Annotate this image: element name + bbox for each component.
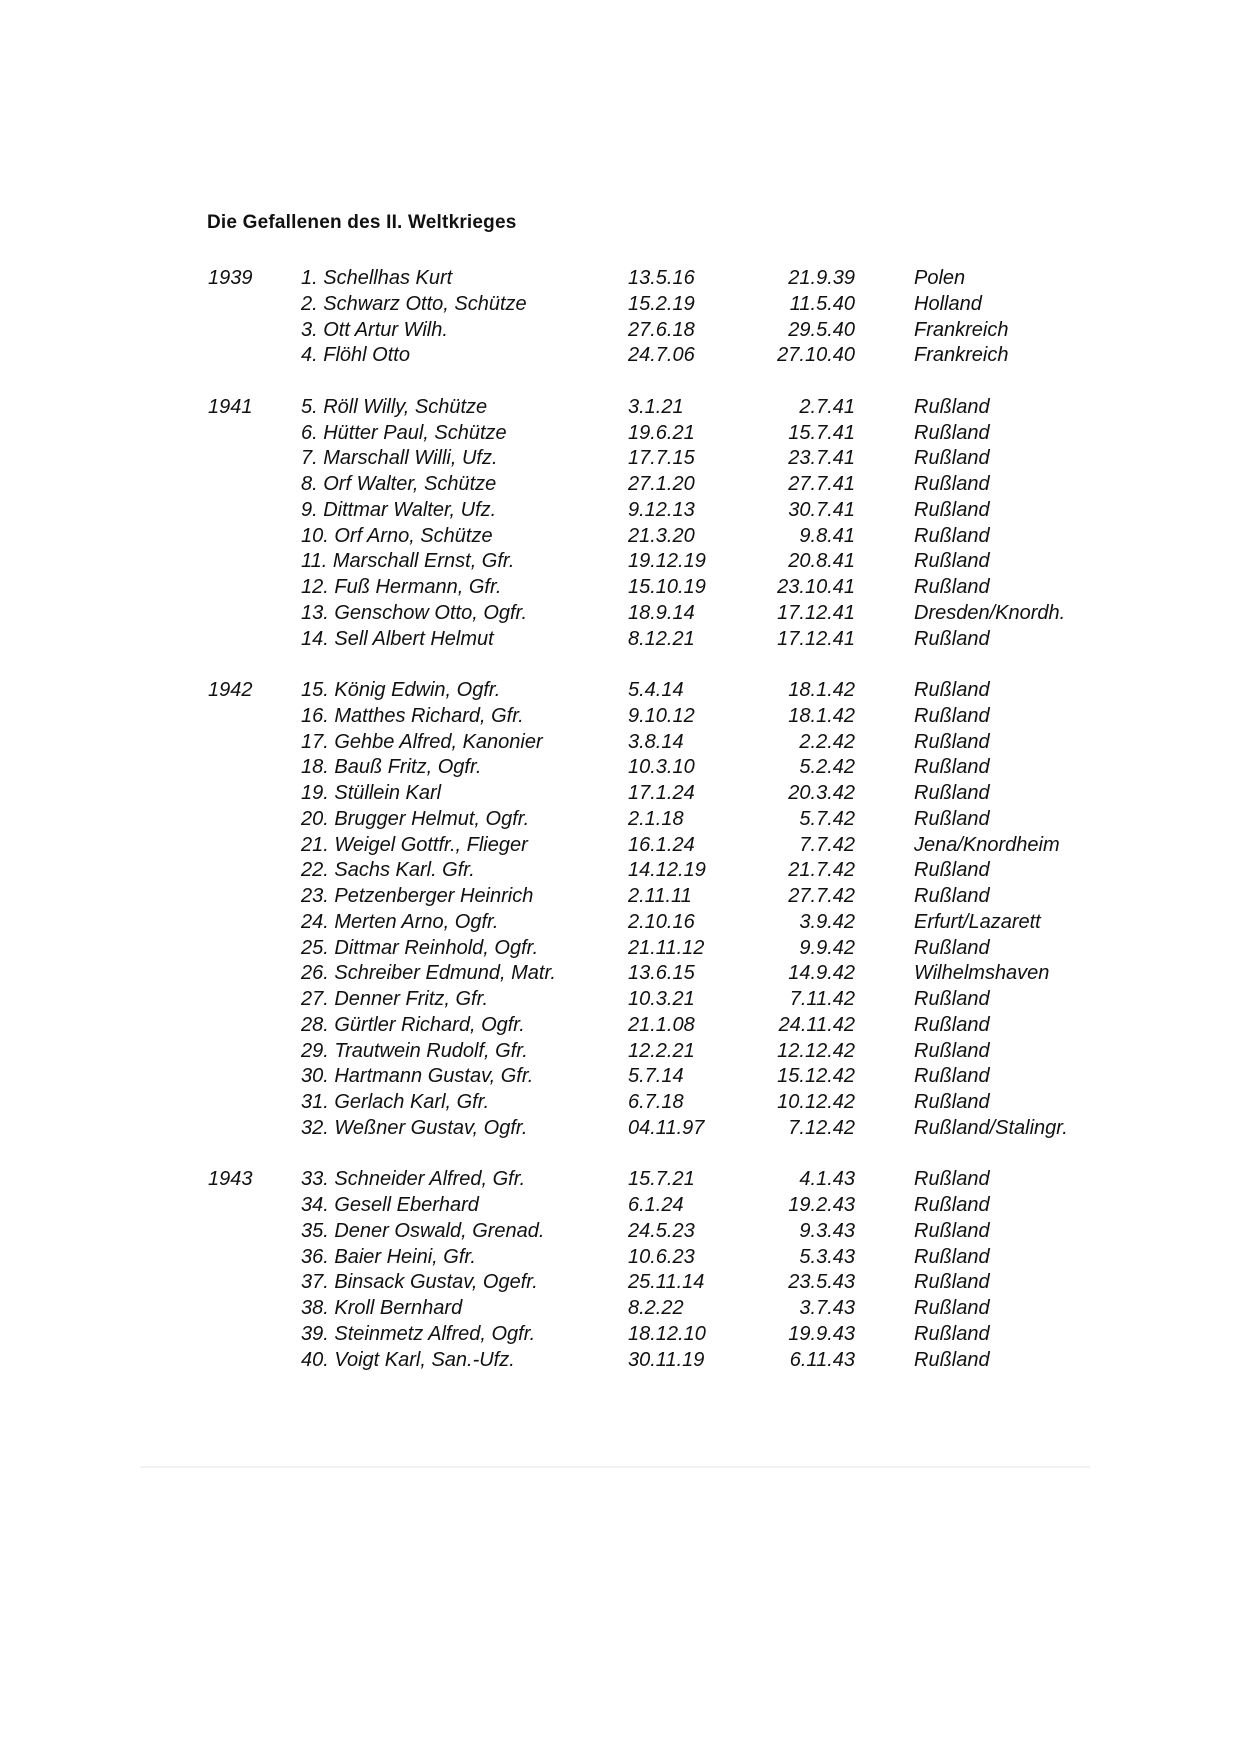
soldier-name: 3. Ott Artur Wilh. [301,319,448,341]
death-date: 18.1.42 [788,705,855,727]
death-date: 20.8.41 [788,550,855,572]
death-date: 6.11.43 [789,1349,855,1371]
birth-date: 19.12.19 [628,550,706,572]
soldier-name: 5. Röll Willy, Schütze [301,396,488,418]
death-date: 11.5.40 [789,293,855,315]
death-date: 3.7.43 [799,1297,855,1319]
birth-date: 15.7.21 [628,1168,695,1190]
death-place: Rußland [914,422,990,444]
birth-date: 24.7.06 [628,344,695,366]
list-item [0,935,1241,961]
death-place: Frankreich [914,344,1009,366]
page-title: Die Gefallenen des II. Weltkrieges [207,212,517,233]
death-place: Rußland [914,1040,990,1062]
soldier-name: 8. Orf Walter, Schütze [301,473,497,495]
death-place: Rußland [914,1220,990,1242]
soldier-name: 15. König Edwin, Ogfr. [301,679,501,701]
soldier-name: 40. Voigt Karl, San.-Ufz. [301,1349,515,1371]
list-item [0,523,1241,549]
birth-date: 12.2.21 [628,1040,695,1062]
death-date: 17.12.41 [777,628,855,650]
soldier-name: 17. Gehbe Alfred, Kanonier [301,731,543,753]
death-place: Erfurt/Lazarett [914,911,1041,933]
death-place: Rußland [914,473,990,495]
list-item [0,471,1241,497]
soldier-name: 34. Gesell Eberhard [301,1194,479,1216]
death-date: 3.9.42 [799,911,855,933]
birth-date: 21.11.12 [628,937,705,959]
list-item [0,1192,1241,1218]
soldier-name: 22. Sachs Karl. Gfr. [301,859,475,881]
death-place: Rußland [914,756,990,778]
death-date: 30.7.41 [788,499,855,521]
year-label: 1939 [208,267,253,289]
birth-date: 30.11.19 [628,1349,705,1371]
death-date: 18.1.42 [788,679,855,701]
list-item [0,857,1241,883]
birth-date: 2.11.11 [628,885,692,907]
death-place: Rußland [914,679,990,701]
death-place: Rußland [914,1014,990,1036]
death-place: Rußland [914,576,990,598]
death-date: 23.7.41 [788,447,855,469]
soldier-name: 33. Schneider Alfred, Gfr. [301,1168,526,1190]
soldier-name: 31. Gerlach Karl, Gfr. [301,1091,490,1113]
scan-artifact-line [140,1466,1090,1468]
soldier-name: 14. Sell Albert Helmut [301,628,494,650]
soldier-name: 21. Weigel Gottfr., Flieger [301,834,528,856]
list-item [0,394,1241,420]
death-place: Frankreich [914,319,1009,341]
death-place: Rußland [914,525,990,547]
birth-date: 10.3.21 [628,988,695,1010]
death-place: Rußland [914,1271,990,1293]
birth-date: 21.1.08 [628,1014,695,1036]
birth-date: 9.12.13 [628,499,695,521]
death-place: Holland [914,293,982,315]
death-place: Wilhelmshaven [914,962,1050,984]
death-date: 17.12.41 [777,602,855,624]
soldier-name: 11. Marschall Ernst, Gfr. [301,550,515,572]
death-date: 19.2.43 [788,1194,855,1216]
death-place: Rußland [914,1349,990,1371]
death-place: Rußland [914,1168,990,1190]
list-item [0,883,1241,909]
death-date: 27.10.40 [777,344,855,366]
birth-date: 19.6.21 [628,422,695,444]
death-date: 5.7.42 [799,808,855,830]
list-item [0,1063,1241,1089]
list-item [0,342,1241,368]
soldier-name: 1. Schellhas Kurt [301,267,453,289]
birth-date: 15.2.19 [628,293,695,315]
death-date: 20.3.42 [788,782,855,804]
birth-date: 15.10.19 [628,576,706,598]
list-item [0,548,1241,574]
death-date: 9.8.41 [799,525,855,547]
death-date: 2.7.41 [799,396,855,418]
list-item [0,832,1241,858]
death-date: 23.10.41 [777,576,855,598]
death-place: Rußland [914,1091,990,1113]
death-place: Dresden/Knordh. [914,602,1066,624]
soldier-name: 13. Genschow Otto, Ogfr. [301,602,528,624]
year-label: 1943 [208,1168,253,1190]
list-item [0,909,1241,935]
list-item [0,1038,1241,1064]
death-place: Rußland [914,885,990,907]
list-item [0,600,1241,626]
soldier-name: 38. Kroll Bernhard [301,1297,463,1319]
birth-date: 10.3.10 [628,756,695,778]
death-place: Rußland [914,499,990,521]
death-date: 9.3.43 [799,1220,855,1242]
soldier-name: 29. Trautwein Rudolf, Gfr. [301,1040,528,1062]
birth-date: 27.1.20 [628,473,695,495]
soldier-name: 4. Flöhl Otto [301,344,410,366]
soldier-name: 12. Fuß Hermann, Gfr. [301,576,502,598]
death-date: 19.9.43 [788,1323,855,1345]
death-date: 23.5.43 [788,1271,855,1293]
list-item [0,420,1241,446]
list-item [0,445,1241,471]
list-item [0,806,1241,832]
death-place: Rußland [914,859,990,881]
death-place: Rußland [914,705,990,727]
soldier-name: 39. Steinmetz Alfred, Ogfr. [301,1323,536,1345]
death-date: 9.9.42 [799,937,855,959]
list-item [0,1012,1241,1038]
list-item [0,1115,1241,1141]
soldier-name: 7. Marschall Willi, Ufz. [301,447,498,469]
birth-date: 2.1.18 [628,808,684,830]
death-date: 15.7.41 [788,422,855,444]
death-place: Rußland [914,731,990,753]
list-item [0,626,1241,652]
list-item [0,960,1241,986]
death-place: Rußland [914,1194,990,1216]
birth-date: 2.10.16 [628,911,695,933]
soldier-name: 19. Stüllein Karl [301,782,442,804]
death-place: Rußland [914,550,990,572]
death-place: Rußland [914,782,990,804]
list-item [0,1218,1241,1244]
death-place: Rußland [914,1297,990,1319]
soldier-name: 10. Orf Arno, Schütze [301,525,493,547]
death-date: 27.7.41 [788,473,855,495]
list-item [0,986,1241,1012]
list-item [0,1321,1241,1347]
death-place: Rußland [914,1065,990,1087]
death-place: Polen [914,267,966,289]
list-item [0,1089,1241,1115]
death-date: 5.3.43 [799,1246,855,1268]
death-place: Rußland [914,447,990,469]
death-place: Rußland [914,1246,990,1268]
soldier-name: 30. Hartmann Gustav, Gfr. [301,1065,534,1087]
birth-date: 8.12.21 [628,628,695,650]
death-date: 24.11.42 [778,1014,855,1036]
soldier-name: 9. Dittmar Walter, Ufz. [301,499,497,521]
soldier-name: 36. Baier Heini, Gfr. [301,1246,476,1268]
birth-date: 10.6.23 [628,1246,695,1268]
year-label: 1941 [208,396,253,418]
birth-date: 3.1.21 [628,396,684,418]
birth-date: 04.11.97 [628,1117,705,1139]
list-item [0,780,1241,806]
death-place: Rußland [914,988,990,1010]
soldier-name: 18. Bauß Fritz, Ogfr. [301,756,482,778]
list-item [0,265,1241,291]
soldier-name: 2. Schwarz Otto, Schütze [301,293,527,315]
death-place: Rußland [914,1323,990,1345]
death-date: 7.7.42 [799,834,855,856]
birth-date: 6.1.24 [628,1194,684,1216]
death-place: Rußland/Stalingr. [914,1117,1068,1139]
birth-date: 18.9.14 [628,602,695,624]
list-item [0,754,1241,780]
death-date: 21.7.42 [788,859,855,881]
death-place: Rußland [914,396,990,418]
death-date: 29.5.40 [788,319,855,341]
list-item [0,291,1241,317]
birth-date: 21.3.20 [628,525,695,547]
death-place: Rußland [914,937,990,959]
list-item [0,729,1241,755]
birth-date: 8.2.22 [628,1297,684,1319]
birth-date: 18.12.10 [628,1323,706,1345]
death-date: 14.9.42 [788,962,855,984]
soldier-name: 6. Hütter Paul, Schütze [301,422,507,444]
list-item [0,317,1241,343]
soldier-name: 25. Dittmar Reinhold, Ogfr. [301,937,539,959]
death-date: 12.12.42 [777,1040,855,1062]
list-item [0,1166,1241,1192]
birth-date: 3.8.14 [628,731,684,753]
death-place: Rußland [914,808,990,830]
birth-date: 5.4.14 [628,679,684,701]
birth-date: 9.10.12 [628,705,695,727]
death-date: 5.2.42 [799,756,855,778]
birth-date: 25.11.14 [628,1271,705,1293]
year-label: 1942 [208,679,253,701]
list-item [0,574,1241,600]
birth-date: 13.5.16 [628,267,695,289]
death-date: 10.12.42 [777,1091,855,1113]
birth-date: 16.1.24 [628,834,695,856]
death-date: 7.11.42 [789,988,855,1010]
list-item [0,1347,1241,1373]
birth-date: 24.5.23 [628,1220,695,1242]
death-date: 7.12.42 [788,1117,855,1139]
death-date: 27.7.42 [788,885,855,907]
soldier-name: 37. Binsack Gustav, Ogefr. [301,1271,538,1293]
death-place: Jena/Knordheim [914,834,1060,856]
death-date: 15.12.42 [777,1065,855,1087]
soldier-name: 35. Dener Oswald, Grenad. [301,1220,545,1242]
list-item [0,1295,1241,1321]
birth-date: 6.7.18 [628,1091,684,1113]
soldier-name: 23. Petzenberger Heinrich [301,885,534,907]
death-place: Rußland [914,628,990,650]
birth-date: 17.7.15 [628,447,695,469]
soldier-name: 27. Denner Fritz, Gfr. [301,988,489,1010]
soldier-name: 24. Merten Arno, Ogfr. [301,911,499,933]
death-date: 21.9.39 [788,267,855,289]
list-item [0,703,1241,729]
soldier-name: 32. Weßner Gustav, Ogfr. [301,1117,528,1139]
soldier-name: 28. Gürtler Richard, Ogfr. [301,1014,525,1036]
birth-date: 17.1.24 [628,782,695,804]
birth-date: 14.12.19 [628,859,706,881]
list-item [0,497,1241,523]
death-date: 2.2.42 [799,731,855,753]
death-date: 4.1.43 [799,1168,855,1190]
birth-date: 13.6.15 [628,962,695,984]
birth-date: 27.6.18 [628,319,695,341]
soldier-name: 20. Brugger Helmut, Ogfr. [301,808,530,830]
birth-date: 5.7.14 [628,1065,684,1087]
soldier-name: 16. Matthes Richard, Gfr. [301,705,524,727]
list-item [0,677,1241,703]
list-item [0,1244,1241,1270]
list-item [0,1269,1241,1295]
soldier-name: 26. Schreiber Edmund, Matr. [301,962,556,984]
